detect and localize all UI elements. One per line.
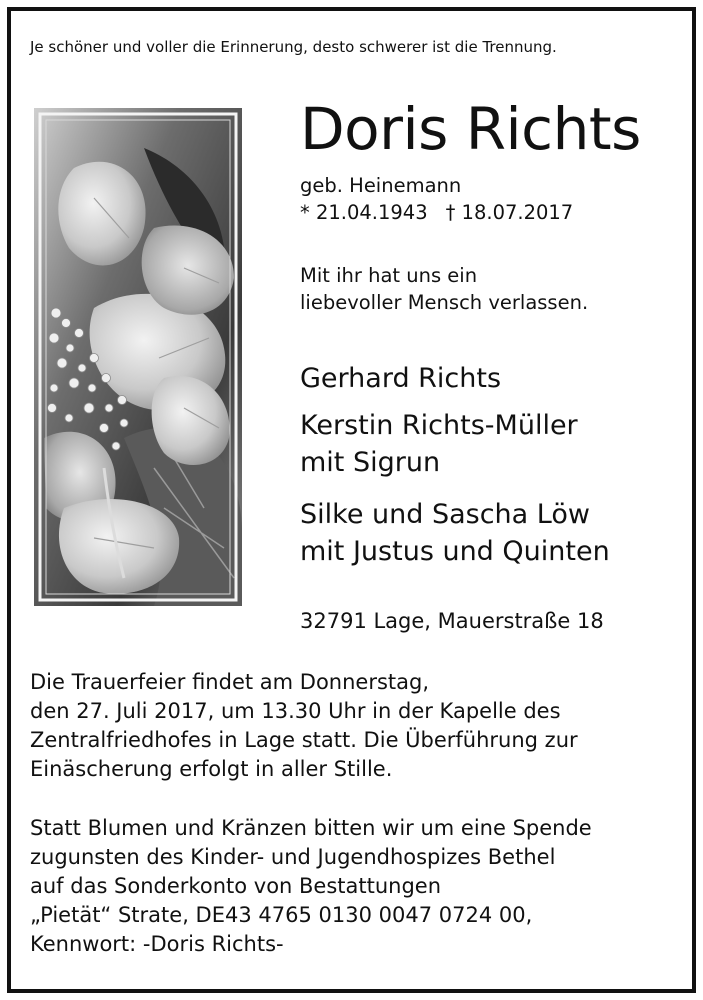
- mourner-group: [300, 496, 610, 570]
- donation-line: Statt Blumen und Kränzen bitten wir um eine Spende: [30, 816, 592, 840]
- motto-text: Je schöner und voller die Erinnerung, desto schwerer ist die Trennung.: [30, 38, 557, 56]
- family-address: 32791 Lage, Mauerstraße 18: [300, 609, 604, 633]
- deceased-name: Doris Richts: [300, 95, 641, 163]
- funeral-line: Die Trauerfeier findet am Donnerstag,: [30, 670, 430, 694]
- mourner-line: Kerstin Richts-Müller: [300, 410, 578, 441]
- funeral-details: [30, 668, 578, 784]
- donation-request: [30, 814, 592, 959]
- birth-name: geb. Heinemann: [300, 174, 462, 197]
- memorial-quote: [300, 262, 588, 316]
- death-date: † 18.07.2017: [445, 201, 574, 224]
- funeral-line: Einäscherung erfolgt in aller Stille.: [30, 757, 393, 781]
- donation-line: Kennwort: -Doris Richts-: [30, 932, 284, 956]
- mourner-line: Gerhard Richts: [300, 363, 502, 394]
- donation-line: auf das Sonderkonto von Bestattungen: [30, 874, 442, 898]
- donation-line: zugunsten des Kinder- und Jugendhospizes Bethel: [30, 845, 556, 869]
- mourner-group: [300, 407, 578, 481]
- quote-line: Mit ihr hat uns ein: [300, 264, 478, 287]
- life-dates: [300, 199, 573, 226]
- donation-line: „Pietät“ Strate, DE43 4765 0130 0047 0724 00,: [30, 903, 533, 927]
- mourner-group: [300, 360, 501, 397]
- funeral-line: Zentralfriedhofes in Lage statt. Die Überführung zur: [30, 728, 578, 752]
- birth-date: * 21.04.1943: [300, 201, 428, 224]
- quote-line: liebevoller Mensch verlassen.: [300, 291, 589, 314]
- mourner-line: Silke und Sascha Löw: [300, 499, 590, 530]
- funeral-line: den 27. Juli 2017, um 13.30 Uhr in der Kapelle des: [30, 699, 561, 723]
- mourner-line: mit Sigrun: [300, 447, 441, 478]
- hydrangea-flower-photo: [34, 108, 242, 606]
- mourner-line: mit Justus und Quinten: [300, 536, 610, 567]
- dates-block: [300, 172, 573, 226]
